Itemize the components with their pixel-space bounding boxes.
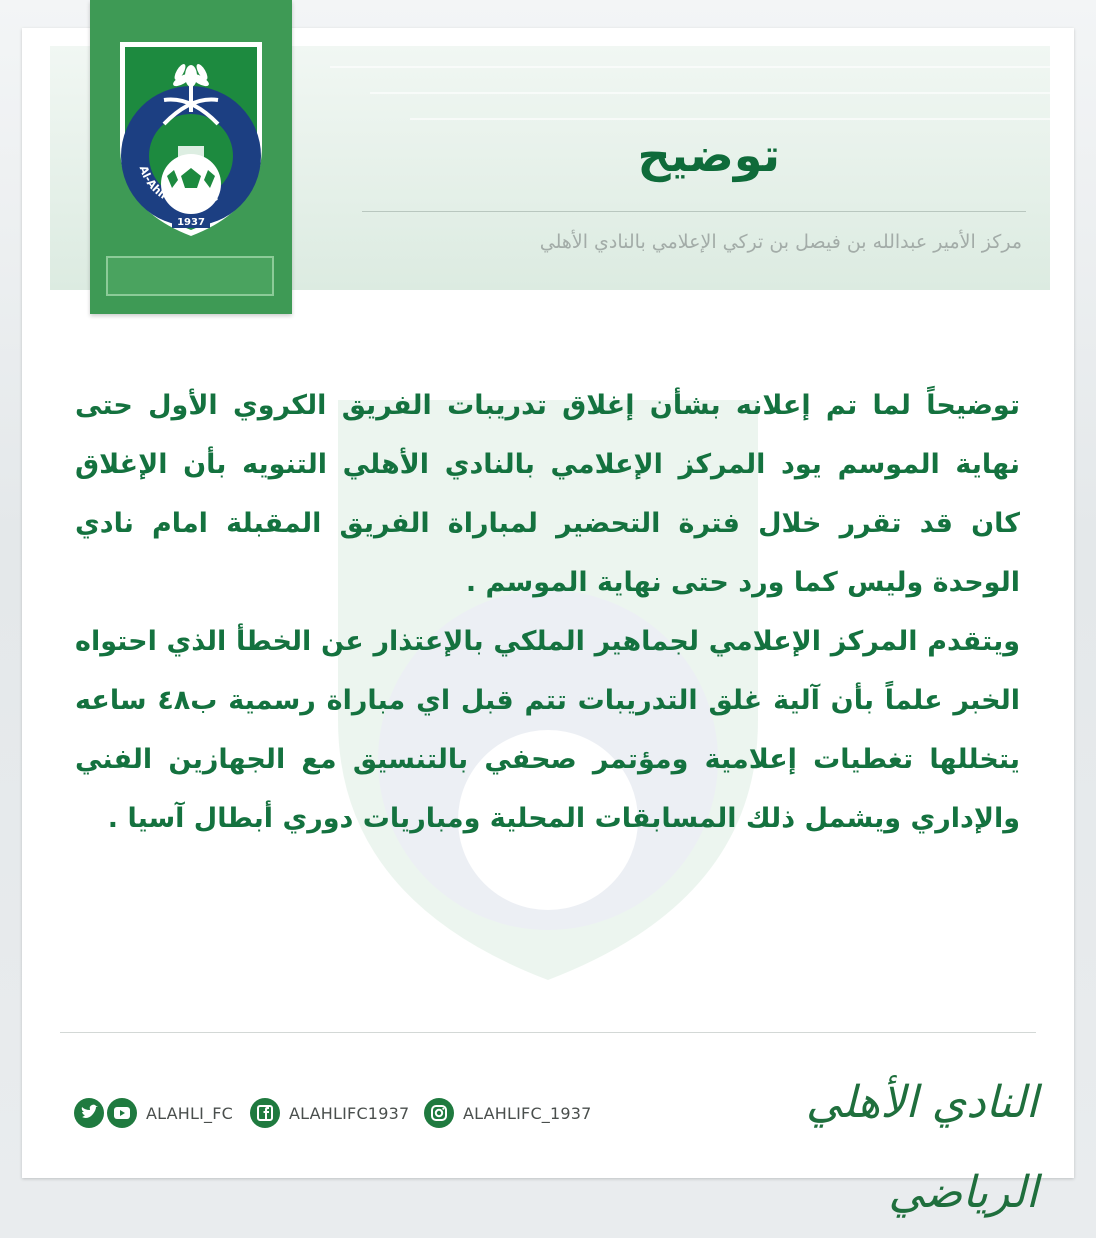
youtube-icon[interactable]	[107, 1098, 137, 1128]
header-stripe	[330, 66, 1050, 68]
facebook-handle: ALAHLIFC1937	[289, 1103, 410, 1123]
twitter-icon[interactable]	[74, 1098, 104, 1128]
logo-panel	[90, 0, 292, 314]
club-name-calligraphy: النادي الأهلي الرياضي	[805, 1077, 1038, 1218]
statement-body	[75, 376, 1020, 996]
media-center-subtitle: مركز الأمير عبدالله بن فيصل بن تركي الإعلامي بالنادي الأهلي	[539, 231, 1022, 253]
statement-paragraph: توضيحاً لما تم إعلانه بشأن إغلاق تدريبات الفريق الكروي الأول حتى نهاية الموسم يود المركز الإعلامي بالنادي الأهلي التنويه بأن الإغلاق كان قد تقرر خلال فترة التحضير لمباراة الفريق المقبلة امام نادي الوحدة وليس كما ورد حتى نهاية الموسم .	[75, 390, 1020, 598]
footer-divider	[60, 1032, 1036, 1033]
social-instagram[interactable]	[424, 1093, 592, 1133]
twitter-handle: ALAHLI_FC	[146, 1103, 234, 1123]
club-crest-icon	[112, 34, 270, 240]
instagram-handle: ALAHLIFC_1937	[463, 1103, 592, 1123]
social-twitter-youtube[interactable]	[74, 1093, 233, 1133]
instagram-icon[interactable]	[424, 1098, 454, 1128]
social-facebook[interactable]	[250, 1093, 409, 1133]
facebook-icon[interactable]	[250, 1098, 280, 1128]
statement-paragraph: ويتقدم المركز الإعلامي لجماهير الملكي بالإعتذار عن الخطأ الذي احتواه الخبر علماً بأن آلية غلق التدريبات تتم قبل اي مباراة رسمية ب٤٨ ساعه يتخللها تغطيات إعلامية ومؤتمر صحفي بالتنسيق مع الجهازين الفني والإداري ويشمل ذلك المسابقات المحلية ومباريات دوري أبطال آسيا .	[75, 626, 1020, 834]
crest-year: 1937	[177, 217, 205, 228]
header-stripe	[370, 92, 1050, 94]
header-divider	[362, 211, 1026, 212]
logo-panel-box	[106, 256, 274, 296]
crest-ring-text: Al-Ahli Saudi FC	[136, 163, 221, 211]
page-title: توضيح	[637, 128, 780, 182]
